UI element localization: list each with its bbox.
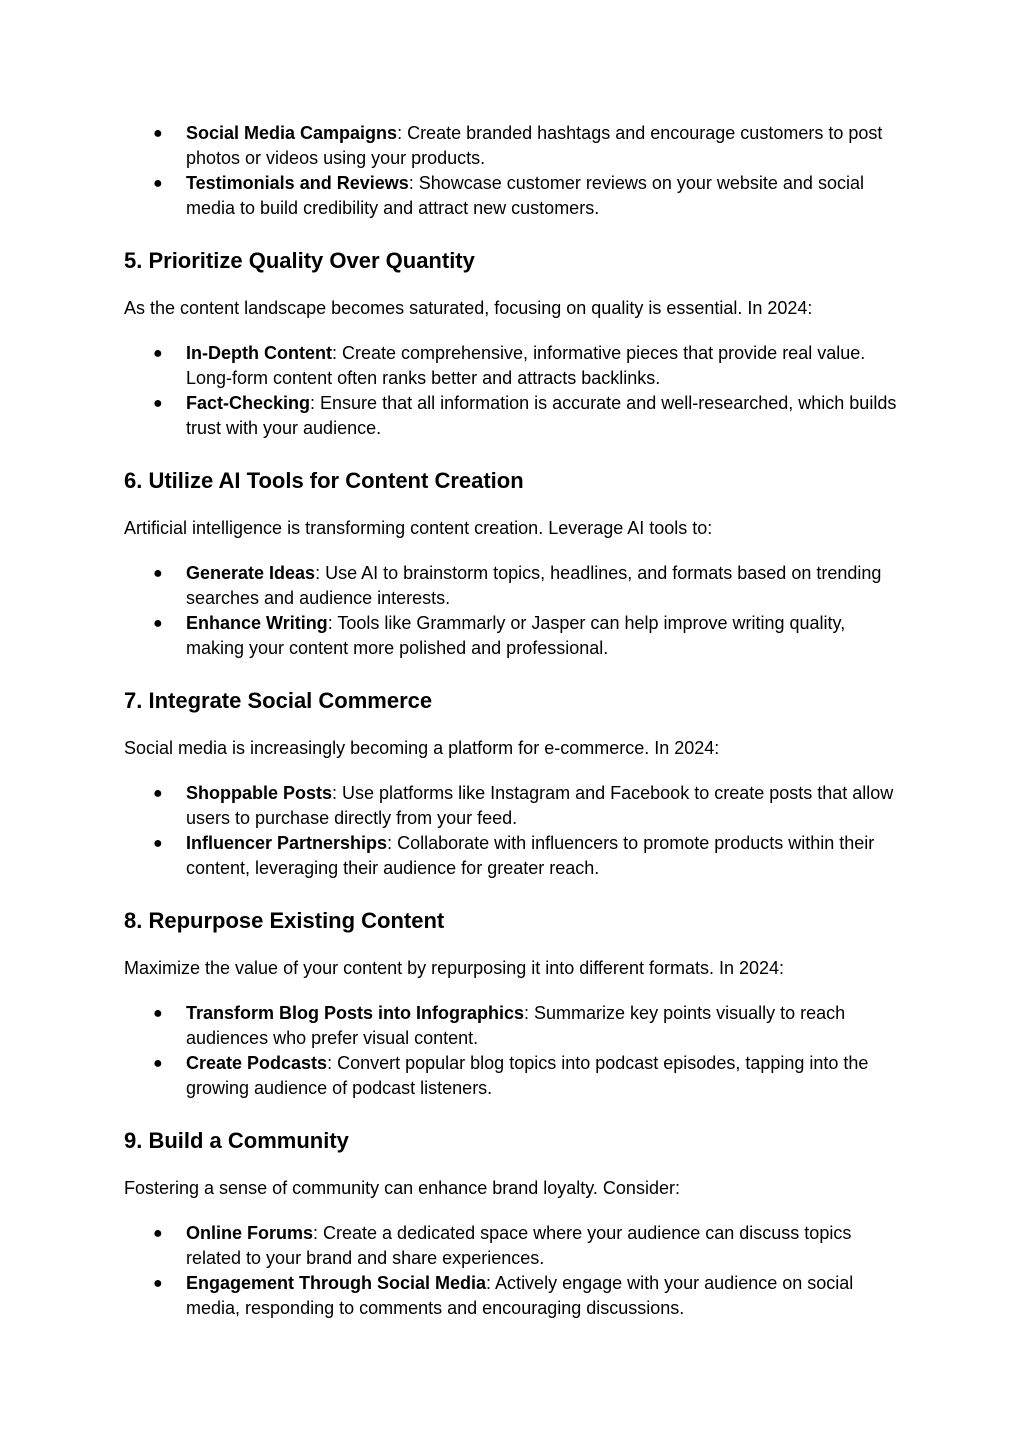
item-term: Testimonials and Reviews [186, 173, 409, 193]
item-text: : Create comprehensive, informative pieces that provide real value. Long-form content often ranks better and attracts backlinks. [186, 343, 866, 388]
section-heading: 8. Repurpose Existing Content [124, 908, 445, 933]
item-term: Online Forums [186, 1223, 314, 1243]
item-term: Generate Ideas [186, 563, 316, 583]
section-bullet-list [124, 341, 904, 441]
section-intro: Social media is increasingly becoming a platform for e-commerce. In 2024: [124, 738, 720, 758]
item-term: Engagement Through Social Media [186, 1273, 487, 1293]
item-text: : Ensure that all information is accurate and well-researched, which builds trust with your audience. [186, 393, 897, 438]
section-intro: Artificial intelligence is transforming content creation. Leverage AI tools to: [124, 518, 713, 538]
section-intro: Maximize the value of your content by repurposing it into different formats. In 2024: [124, 958, 785, 978]
section-bullet-list [124, 561, 904, 661]
item-term: Shoppable Posts [186, 783, 333, 803]
section-7 [124, 687, 904, 881]
section-bullet-list [124, 1001, 904, 1101]
list-item [124, 781, 904, 831]
list-item [124, 1271, 904, 1321]
bullet-icon: ● [153, 175, 163, 192]
item-term: Enhance Writing [186, 613, 328, 633]
item-text: : Showcase customer reviews on your website and social media to build credibility and attract new customers. [186, 173, 864, 218]
list-item [124, 1221, 904, 1271]
item-term: In-Depth Content [186, 343, 332, 363]
item-text: : Create a dedicated space where your audience can discuss topics related to your brand and share experiences. [186, 1223, 852, 1268]
section-intro: As the content landscape becomes saturated, focusing on quality is essential. In 2024: [124, 298, 813, 318]
item-text: : Tools like Grammarly or Jasper can help improve writing quality, making your content more polished and professional. [186, 613, 846, 658]
list-item [124, 831, 904, 881]
bullet-icon: ● [153, 785, 163, 802]
bullet-icon: ● [153, 1005, 163, 1022]
bullet-icon: ● [153, 395, 163, 412]
list-item [124, 391, 904, 441]
list-item [124, 1001, 904, 1051]
bullet-icon: ● [153, 345, 163, 362]
section-9 [124, 1127, 904, 1321]
item-term: Social Media Campaigns [186, 123, 398, 143]
bullet-icon: ● [153, 1275, 163, 1292]
section-8 [124, 907, 904, 1101]
section-6 [124, 467, 904, 661]
item-text: : Actively engage with your audience on social media, responding to comments and encouraging discussions. [186, 1273, 854, 1318]
list-item [124, 561, 904, 611]
item-text: : Use platforms like Instagram and Facebook to create posts that allow users to purchase directly from your feed. [186, 783, 894, 828]
list-item [124, 611, 904, 661]
bullet-icon: ● [153, 565, 163, 582]
section-bullet-list [124, 781, 904, 881]
item-term: Transform Blog Posts into Infographics [186, 1003, 525, 1023]
section-intro: Fostering a sense of community can enhance brand loyalty. Consider: [124, 1178, 680, 1198]
item-text: : Create branded hashtags and encourage customers to post photos or videos using your products. [186, 123, 883, 168]
section-heading: 5. Prioritize Quality Over Quantity [124, 248, 475, 273]
bullet-icon: ● [153, 835, 163, 852]
document-page [124, 121, 904, 1321]
item-term: Influencer Partnerships [186, 833, 388, 853]
list-item [124, 171, 904, 221]
section-bullet-list [124, 1221, 904, 1321]
bullet-icon: ● [153, 1225, 163, 1242]
section-5 [124, 247, 904, 441]
bullet-icon: ● [153, 1055, 163, 1072]
section-heading: 6. Utilize AI Tools for Content Creation [124, 468, 524, 493]
item-text: : Collaborate with influencers to promote products within their content, leveraging their audience for greater reach. [186, 833, 875, 878]
item-text: : Summarize key points visually to reach audiences who prefer visual content. [186, 1003, 846, 1048]
bullet-icon: ● [153, 125, 163, 142]
section-heading: 7. Integrate Social Commerce [124, 688, 433, 713]
section-heading: 9. Build a Community [124, 1128, 349, 1153]
top-bullet-list [124, 121, 904, 221]
item-term: Fact-Checking [186, 393, 311, 413]
list-item [124, 1051, 904, 1101]
item-text: : Convert popular blog topics into podcast episodes, tapping into the growing audience of podcast listeners. [186, 1053, 869, 1098]
item-term: Create Podcasts [186, 1053, 328, 1073]
bullet-icon: ● [153, 615, 163, 632]
list-item [124, 341, 904, 391]
list-item [124, 121, 904, 171]
item-text: : Use AI to brainstorm topics, headlines, and formats based on trending searches and audience interests. [186, 563, 882, 608]
